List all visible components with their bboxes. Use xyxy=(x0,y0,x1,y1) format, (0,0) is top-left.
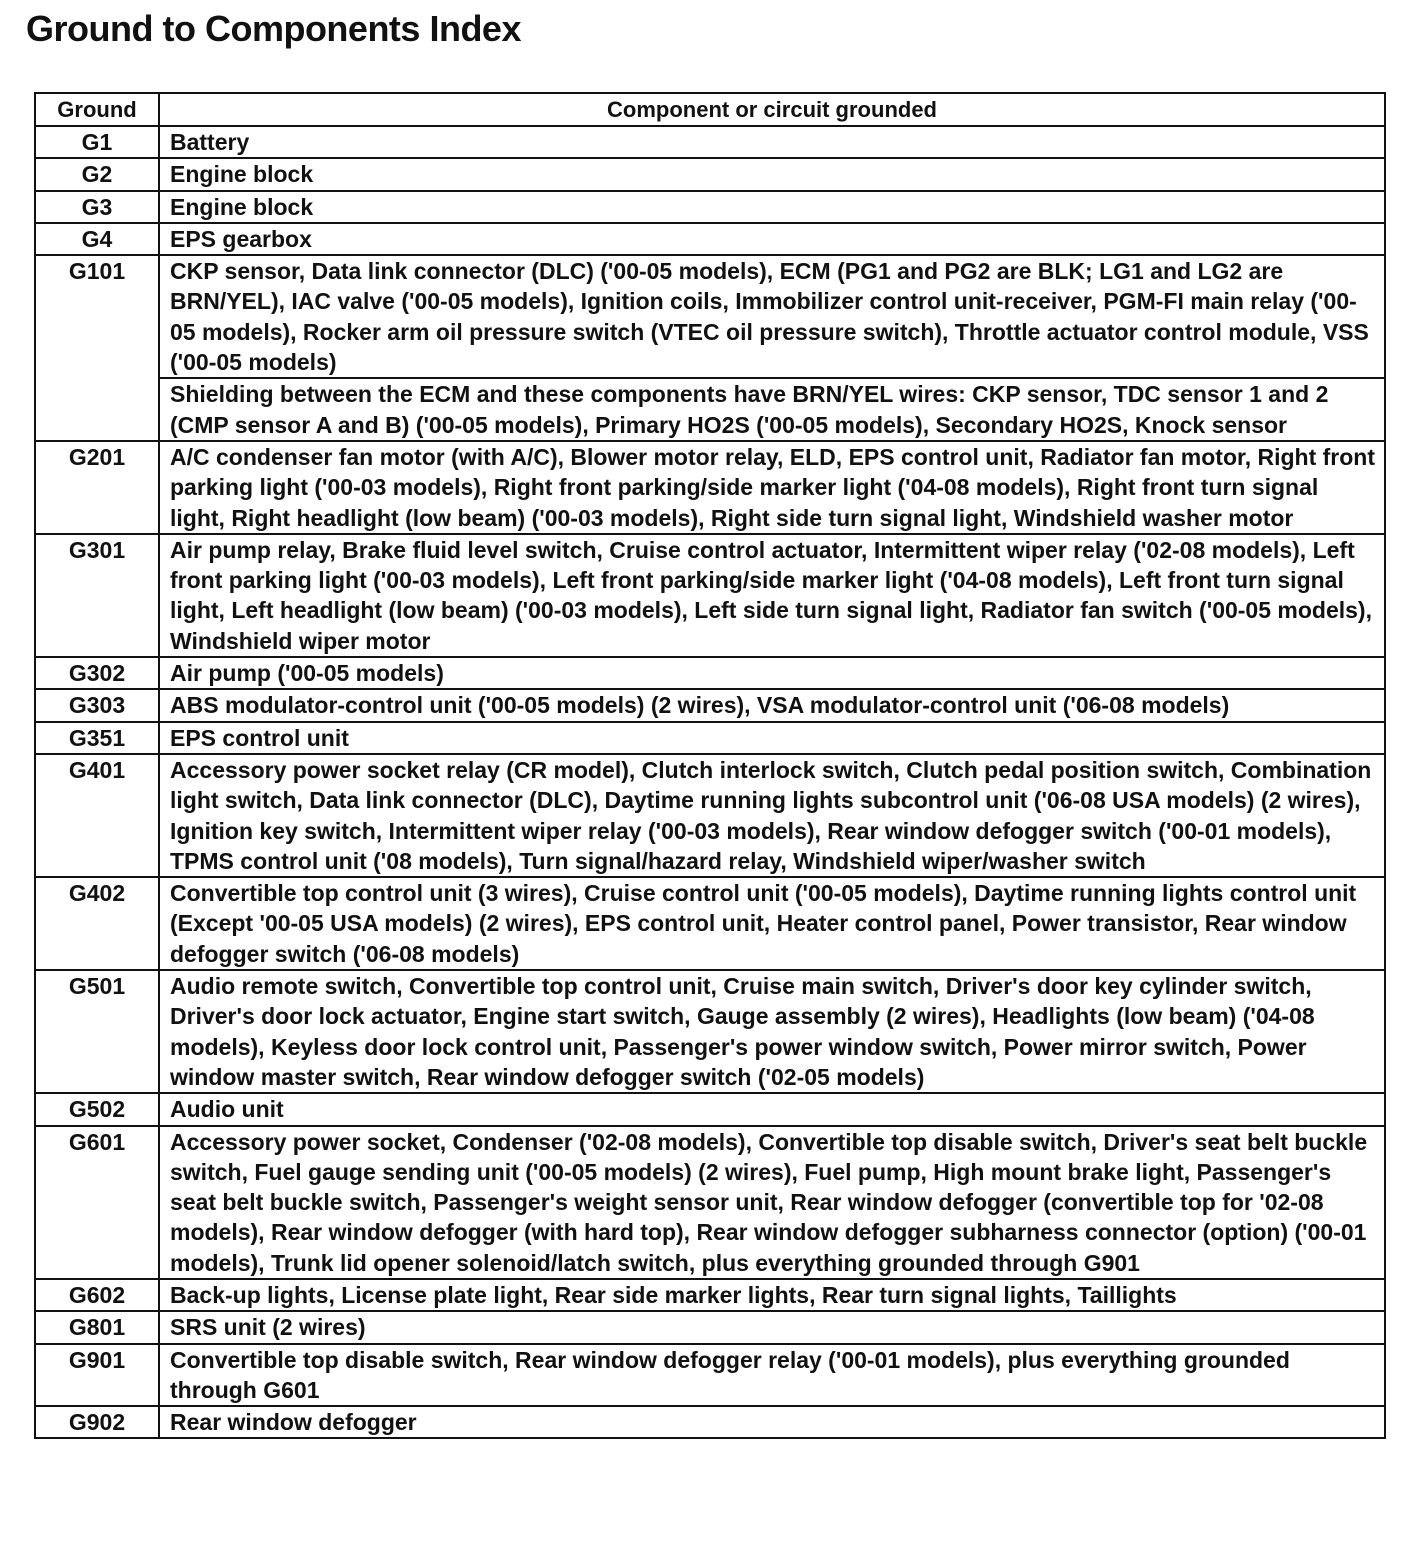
ground-id-cell: G301 xyxy=(35,534,159,657)
table-row xyxy=(35,126,1385,158)
table-row xyxy=(35,689,1385,721)
table-row xyxy=(35,754,1385,877)
table-header-row xyxy=(35,93,1385,126)
table-row xyxy=(35,1311,1385,1343)
ground-id-cell: G3 xyxy=(35,191,159,223)
table-row xyxy=(35,378,1385,441)
table-body xyxy=(35,126,1385,1438)
page-title: Ground to Components Index xyxy=(26,8,521,49)
ground-id-cell: G4 xyxy=(35,223,159,255)
ground-id-cell: G351 xyxy=(35,722,159,754)
component-cell: Audio remote switch, Convertible top control unit, Cruise main switch, Driver's door key cylinder switch, Driver's door lock actuator, Engine start switch, Gauge assembly (2 wires), Headlights (low beam) ('04-08 models), Keyless door lock control unit, Passenger's power window switch, Power mirror switch, Power window master switch, Rear window defogger switch ('02-05 models) xyxy=(159,970,1385,1093)
table-row xyxy=(35,1406,1385,1438)
ground-id-cell: G1 xyxy=(35,126,159,158)
component-cell: Accessory power socket, Condenser ('02-08 models), Convertible top disable switch, Driver's seat belt buckle switch, Fuel gauge sending unit ('00-05 models) (2 wires), Fuel pump, High mount brake light, Passenger's seat belt buckle switch, Passenger's weight sensor unit, Rear window defogger (convertible top for '02-08 models), Rear window defogger (with hard top), Rear window defogger subharness connector (option) ('00-01 models), Trunk lid opener solenoid/latch switch, plus everything grounded through G901 xyxy=(159,1126,1385,1279)
ground-id-cell: G303 xyxy=(35,689,159,721)
component-cell: Audio unit xyxy=(159,1093,1385,1125)
ground-column-header: Ground xyxy=(35,93,159,126)
component-cell: Air pump ('00-05 models) xyxy=(159,657,1385,689)
table-row xyxy=(35,1344,1385,1407)
table-row xyxy=(35,158,1385,190)
table-row xyxy=(35,191,1385,223)
component-cell: Convertible top disable switch, Rear window defogger relay ('00-01 models), plus everything grounded through G601 xyxy=(159,1344,1385,1407)
ground-id-cell: G201 xyxy=(35,441,159,534)
table-row xyxy=(35,722,1385,754)
ground-id-cell: G101 xyxy=(35,255,159,441)
ground-id-cell: G502 xyxy=(35,1093,159,1125)
table-row xyxy=(35,441,1385,534)
ground-id-cell: G302 xyxy=(35,657,159,689)
ground-id-cell: G2 xyxy=(35,158,159,190)
ground-id-cell: G602 xyxy=(35,1279,159,1311)
ground-id-cell: G601 xyxy=(35,1126,159,1279)
table-row xyxy=(35,1279,1385,1311)
ground-id-cell: G501 xyxy=(35,970,159,1093)
ground-id-cell: G401 xyxy=(35,754,159,877)
table-row xyxy=(35,1126,1385,1279)
component-cell: Battery xyxy=(159,126,1385,158)
component-cell: EPS control unit xyxy=(159,722,1385,754)
component-cell: CKP sensor, Data link connector (DLC) ('00-05 models), ECM (PG1 and PG2 are BLK; LG1 and LG2 are BRN/YEL), IAC valve ('00-05 models), Ignition coils, Immobilizer control unit-receiver, PGM-FI main relay ('00-05 models), Rocker arm oil pressure switch (VTEC oil pressure switch), Throttle actuator control module, VSS ('00-05 models) xyxy=(159,255,1385,378)
component-cell: A/C condenser fan motor (with A/C), Blower motor relay, ELD, EPS control unit, Radiator fan motor, Right front parking light ('00-03 models), Right front parking/side marker light ('04-08 models), Right front turn signal light, Right headlight (low beam) ('00-03 models), Right side turn signal light, Windshield washer motor xyxy=(159,441,1385,534)
component-cell: Accessory power socket relay (CR model), Clutch interlock switch, Clutch pedal position switch, Combination light switch, Data link connector (DLC), Daytime running lights subcontrol unit ('06-08 USA models) (2 wires), Ignition key switch, Intermittent wiper relay ('00-03 models), Rear window defogger switch ('00-01 models), TPMS control unit ('08 models), Turn signal/hazard relay, Windshield wiper/washer switch xyxy=(159,754,1385,877)
ground-id-cell: G801 xyxy=(35,1311,159,1343)
component-cell: Engine block xyxy=(159,158,1385,190)
component-cell: EPS gearbox xyxy=(159,223,1385,255)
table-row xyxy=(35,223,1385,255)
component-cell: Air pump relay, Brake fluid level switch, Cruise control actuator, Intermittent wiper relay ('02-08 models), Left front parking light ('00-03 models), Left front parking/side marker light ('04-08 models), Left front turn signal light, Left headlight (low beam) ('00-03 models), Left side turn signal light, Radiator fan switch ('00-05 models), Windshield wiper motor xyxy=(159,534,1385,657)
ground-id-cell: G901 xyxy=(35,1344,159,1407)
component-cell: Rear window defogger xyxy=(159,1406,1385,1438)
component-column-header: Component or circuit grounded xyxy=(159,93,1385,126)
table-row xyxy=(35,877,1385,970)
table-row xyxy=(35,970,1385,1093)
ground-index-table xyxy=(34,92,1386,1439)
table-row xyxy=(35,657,1385,689)
table-row xyxy=(35,1093,1385,1125)
component-cell: Engine block xyxy=(159,191,1385,223)
table-row xyxy=(35,534,1385,657)
ground-id-cell: G902 xyxy=(35,1406,159,1438)
component-cell: Shielding between the ECM and these components have BRN/YEL wires: CKP sensor, TDC sensor 1 and 2 (CMP sensor A and B) ('00-05 models), Primary HO2S ('00-05 models), Secondary HO2S, Knock sensor xyxy=(159,378,1385,441)
table-row xyxy=(35,255,1385,378)
component-cell: ABS modulator-control unit ('00-05 models) (2 wires), VSA modulator-control unit ('06-08 models) xyxy=(159,689,1385,721)
component-cell: SRS unit (2 wires) xyxy=(159,1311,1385,1343)
ground-id-cell: G402 xyxy=(35,877,159,970)
component-cell: Back-up lights, License plate light, Rear side marker lights, Rear turn signal lights, Taillights xyxy=(159,1279,1385,1311)
component-cell: Convertible top control unit (3 wires), Cruise control unit ('00-05 models), Daytime running lights control unit (Except '00-05 USA models) (2 wires), EPS control unit, Heater control panel, Power transistor, Rear window defogger switch ('06-08 models) xyxy=(159,877,1385,970)
